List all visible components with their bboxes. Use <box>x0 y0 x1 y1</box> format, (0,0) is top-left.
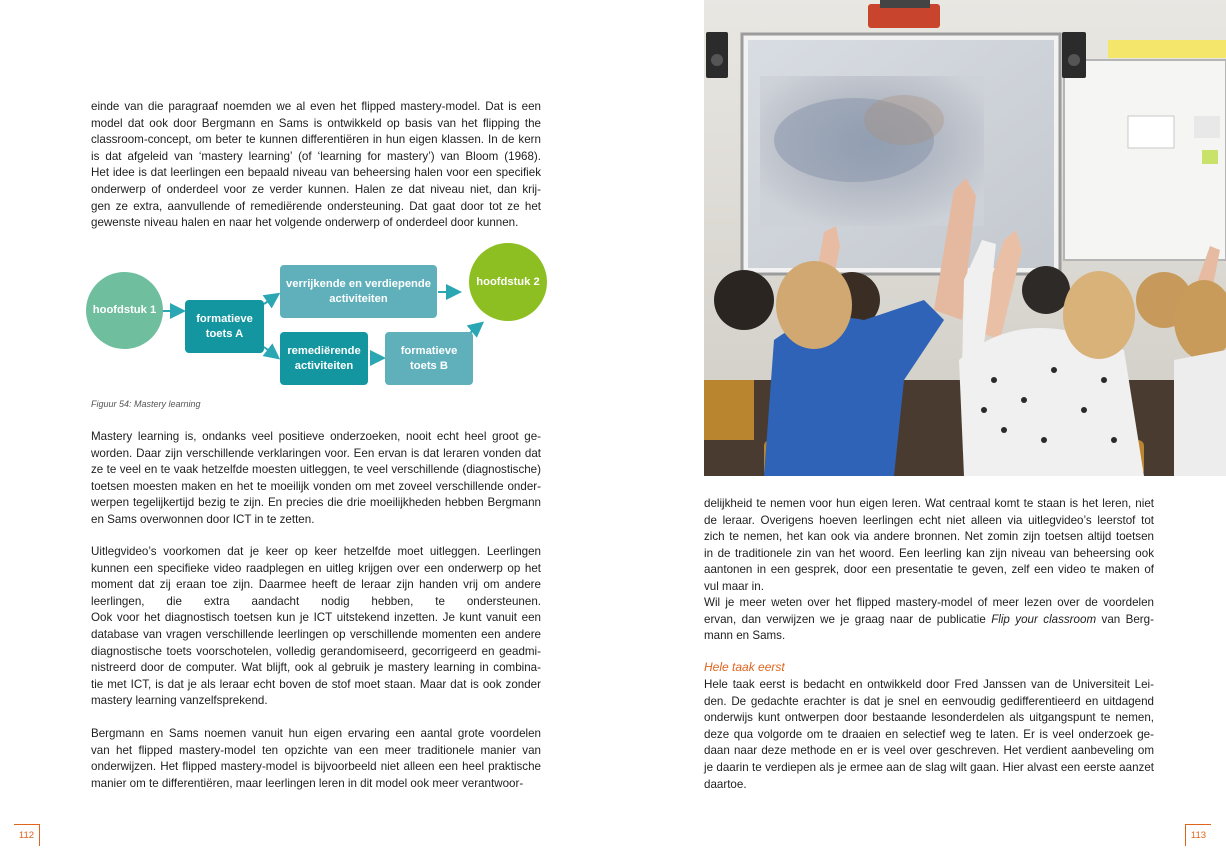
left_page-para2-line: werpen tegelijkertijd bezig te zijn. En precies die drie moeilijkheden hebben Bergmann <box>91 496 541 510</box>
node-formatieve-toets-b: formatieve toets B <box>385 332 473 385</box>
left_page-para1-line: einde van die paragraaf noemden we al even het flipped mastery-model. Dat is een <box>91 100 541 113</box>
left_page-para3-line: mastery learning vanzelfsprekend. <box>91 694 268 708</box>
right_page-para1-line: aantonen in een gesprek, door een presentatie te geven, zelf een video te maken of <box>704 563 1154 577</box>
left_page-para2-line: Mastery learning is, ondanks veel positieve onderzoeken, nooit echt heel groot ge- <box>91 430 541 443</box>
paragraph-intro <box>91 99 541 232</box>
left_page-para1-line: Het idee is dat leerlingen een bepaald niveau van beheersing halen voor een specifiek <box>91 166 541 180</box>
node-formatieve-toets-a: formatieve toets A <box>185 300 264 353</box>
mastery-learning-diagram <box>82 240 552 390</box>
left_page-para4-line: onderwijzen. Het flipped mastery-model is bijvoorbeeld niet alleen een heel praktische <box>91 760 541 774</box>
meer-weten-line-2: ervan, dan verwijzen we je graag naar de publicatie Flip your classroom van Berg- <box>704 612 1154 626</box>
left_page-para2-line: en Sams overwonnen door ICT in te zetten. <box>91 512 315 526</box>
right_page-para3-line: daan naar deze methode en er is veel over geschreven. Het verdient aanbeveling om <box>704 744 1154 758</box>
right_page-para1-line: de leraar. Overigens hoeven leerlingen echt niet alleen via uitlegvideo’s leerstof tot <box>704 513 1154 527</box>
left_page-para4-line: manier om te differentiëren, maar leerlingen leren in dit model ook meer verantwoor- <box>91 776 524 790</box>
paragraph-verantwoordelijkheid <box>704 496 1154 596</box>
left_page-para1-line: classroom-concept, om beter te kunnen differentiëren in hun eigen klassen. In de kern <box>91 133 541 147</box>
paragraph-mastery-learning <box>91 429 541 529</box>
left_page-para3-line: Uitlegvideo’s voorkomen dat je keer op keer hetzelfde moet uitleggen. Leerlingen <box>91 545 541 558</box>
left_page-para3-line: moment dat zij eraan toe zijn. Daarmee heeft de leraar zijn handen vrij om andere <box>91 578 541 592</box>
classroom-photo <box>704 0 1226 476</box>
node-hoofdstuk-2: hoofdstuk 2 <box>469 243 547 321</box>
publication-title: Flip your classroom <box>991 612 1097 626</box>
left_page-para2-line: worden. Daar zijn verschillende verklaringen voor. Een ervan is dat leraren vonden dat <box>91 446 541 460</box>
paragraph-meer-weten <box>704 595 1154 645</box>
left_page-para3-line: kunnen een specifieke video raadplegen en uitleg krijgen over een onderwerp op het <box>91 561 541 575</box>
meer-weten-line-3: mann en Sams. <box>704 629 786 643</box>
right_page-para3-line: Hele taak eerst is bedacht en ontwikkeld door Fred Janssen van de Universiteit Lei- <box>704 678 1154 691</box>
right_page-para1-line: zich te nemen, het kan ook via andere bronnen. Net zomin zijn toetsen altijd toetsen <box>704 530 1154 544</box>
right_page-para3-line: deze qua volgorde om te draaien en selectief weg te laten. Er is veel onderzoek ge- <box>704 727 1154 741</box>
right_page-para3-line: daartoe. <box>704 777 747 791</box>
left_page-para2-line: ze te veel en te vaak hetzelfde moesten uitleggen, te veel verschillende (diagnostische) <box>91 463 541 477</box>
right_page-para1-line: in de traditionele zin van het woord. Een leerling kan zijn niveau van beheersing ook <box>704 546 1154 560</box>
paragraph-uitlegvideos <box>91 544 541 710</box>
right_page-para3-line: onderwijs kunt ontwerpen door bestaande lesonderdelen als uitgangspunt te nemen, <box>704 711 1154 725</box>
left_page-para3-line: Ook voor het diagnostisch toetsen kun je ICT uitstekend inzetten. Je kunt vanuit een <box>91 611 541 625</box>
page-number-right: 113 <box>1185 824 1211 846</box>
figure-caption: Figuur 54: Mastery learning <box>91 399 201 409</box>
node-hoofdstuk-1: hoofdstuk 1 <box>86 272 163 349</box>
left_page-para3-line: leerlingen, die extra aandacht nodig hebben, te ondersteunen. <box>91 594 541 608</box>
left_page-para1-line: gen ze extra, aanvullende of remediërende ondersteuning. Dat gaat door tot ze het <box>91 199 541 213</box>
left_page-para4-line: van het flipped mastery-model ten opzichte van een meer traditionele manier van <box>91 743 541 757</box>
right_page-para3-line: den. De gedachte erachter is dat je snel en eenvoudig gedifferentieerd en uitdagend <box>704 694 1154 708</box>
right_page-para3-line: je daarin te verdiepen als je ermee aan de slag wilt gaan. Hier alvast een eerste aanzet <box>704 760 1154 774</box>
meer-weten-line-1: Wil je meer weten over het flipped mastery-model of meer lezen over de voordelen <box>704 596 1154 609</box>
left_page-para1-line: onderwerp of onderdeel voor ze verder kunnen. Halen ze dat niveau niet, dan krij- <box>91 182 541 196</box>
left_page-para3-line: database van vragen verschillende leerlingen op verschillende momenten een andere <box>91 627 541 641</box>
left_page-para2-line: toetsen moesten maken en het te moeilijk vonden om met zoveel verschillende onder- <box>91 479 541 493</box>
left_page-para3-line: nistreerd door de computer. Wat blijft, ook al gebruik je mastery learning in combina- <box>91 661 541 675</box>
paragraph-voordelen <box>91 726 541 792</box>
page-number-left: 112 <box>14 824 40 846</box>
node-remedierende-activiteiten: remediërende activiteiten <box>280 332 368 385</box>
left_page-para3-line: diagnostische toets voorschotelen, volledig gerandomiseerd, gecorrigeerd en geadmi- <box>91 644 541 658</box>
subheading-hele-taak-eerst: Hele taak eerst <box>704 660 785 674</box>
paragraph-hele-taak-eerst <box>704 677 1154 793</box>
right_page-para1-line: delijkheid te nemen voor hun eigen leren. Wat centraal komt te staan is het leren, niet <box>704 497 1154 510</box>
left_page-para1-line: gewenste niveau halen en naar het volgende onderwerp of onderdeel door kunnen. <box>91 216 519 230</box>
arrow-toetsa-to-verrijkende <box>264 295 277 304</box>
arrow-toetsb-to-h2 <box>470 324 481 333</box>
left_page-para4-line: Bergmann en Sams noemen vanuit hun eigen ervaring een aantal grote voordelen <box>91 727 541 740</box>
node-verrijkende-activiteiten: verrijkende en verdiepende activiteiten <box>280 265 437 318</box>
left_page-para1-line: is dat afgeleid van ‘mastery learning’ (of ‘learning for mastery’) van Bloom (1968). <box>91 149 541 163</box>
classroom-illustration <box>704 0 1226 476</box>
arrow-toetsa-to-remedierende <box>264 347 277 357</box>
right_page-para1-line: vul maar in. <box>704 579 764 593</box>
left_page-para1-line: model dat ook door Bergmann en Sams is ontwikkeld op basis van het flipping the <box>91 116 541 130</box>
left_page-para3-line: tie met ICT, is dat je als leraar echt boven de stof moet staan. Maar dat is ook zonder <box>91 677 541 691</box>
